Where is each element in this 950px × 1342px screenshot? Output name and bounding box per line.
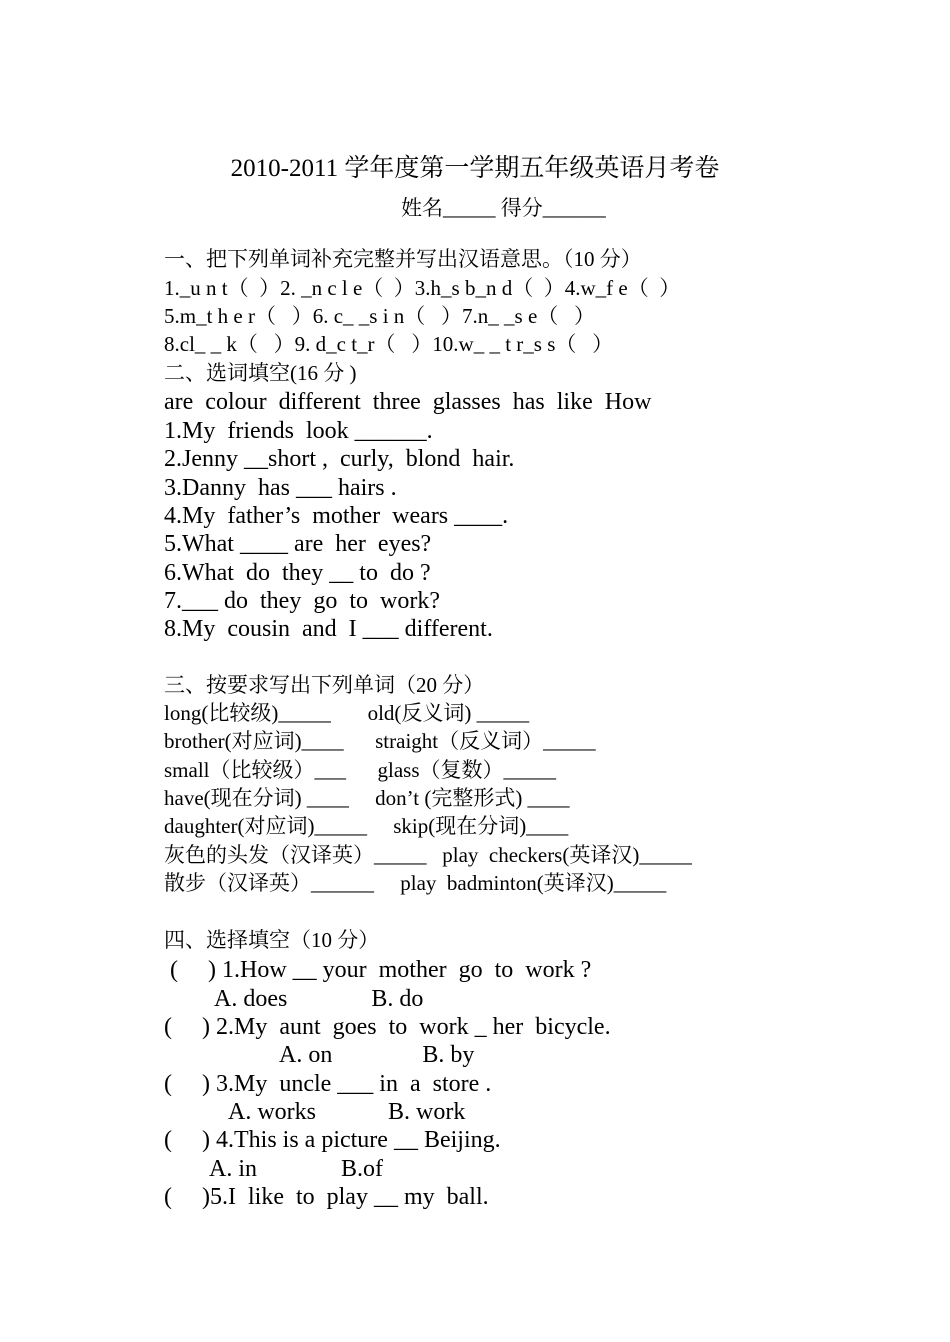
word-form-row-7: 散步（汉译英）______ play badminton(英译汉)_____ [164,871,667,895]
choice-options-2: A. on B. by [279,1042,475,1068]
score-label: 得分 [495,196,543,220]
name-label: 姓名 [401,196,443,220]
section2-heading: 二、选词填空(16 分 ) [164,361,357,385]
fill-item-4: 4.My father’s mother wears ____. [164,503,509,529]
section1-line-2: 5.m_t h e r（ ）6. c_ _s i n（ ）7.n_ _s e（ ） [164,304,596,328]
section3-heading: 三、按要求写出下列单词（20 分） [164,673,485,697]
choice-options-4: A. in B.of [209,1156,383,1182]
word-form-row-1: long(比较级)_____ old(反义词) _____ [164,701,530,725]
word-form-row-4: have(现在分词) ____ don’t (完整形式) ____ [164,786,570,810]
section4-heading: 四、选择填空（10 分） [164,928,380,952]
fill-item-3: 3.Danny has ___ hairs . [164,475,397,501]
choice-options-1: A. does B. do [214,986,424,1012]
choice-question-1: ( ) 1.How __ your mother go to work ? [164,957,592,983]
section1-heading: 一、把下列单词补充完整并写出汉语意思。（10 分） [164,247,642,271]
name-score-row [401,192,606,222]
word-form-row-6: 灰色的头发（汉译英）_____ play checkers(英译汉)_____ [164,843,692,867]
score-blank: ______ [542,196,606,220]
word-form-row-3: small（比较级）___ glass（复数）_____ [164,758,556,782]
fill-item-5: 5.What ____ are her eyes? [164,531,432,557]
word-form-row-5: daughter(对应词)_____ skip(现在分词)____ [164,814,569,838]
word-bank: are colour different three glasses has like How [164,389,652,415]
fill-item-2: 2.Jenny __short , curly, blond hair. [164,446,515,472]
fill-item-8: 8.My cousin and I ___ different. [164,616,493,642]
section1-line-1: 1._u n t（ ）2. _n c l e（ ）3.h_s b_n d（ ）4.w_f e（ ） [164,276,681,300]
fill-item-7: 7.___ do they go to work? [164,588,440,614]
fill-item-6: 6.What do they __ to do ? [164,560,431,586]
page-title: 2010-2011 学年度第一学期五年级英语月考卷 [230,155,720,182]
choice-question-2: ( ) 2.My aunt goes to work _ her bicycle. [164,1014,611,1040]
section1-line-3: 8.cl_ _ k（ ）9. d_c t_r（ ）10.w_ _ t r_s s（ ） [164,332,614,356]
word-form-row-2: brother(对应词)____ straight（反义词）_____ [164,729,596,753]
fill-item-1: 1.My friends look ______. [164,418,433,444]
choice-options-3: A. works B. work [228,1099,466,1125]
choice-question-4: ( ) 4.This is a picture __ Beijing. [164,1127,501,1153]
choice-question-5: ( )5.I like to play __ my ball. [164,1184,489,1210]
name-blank: _____ [443,196,496,220]
choice-question-3: ( ) 3.My uncle ___ in a store . [164,1071,492,1097]
